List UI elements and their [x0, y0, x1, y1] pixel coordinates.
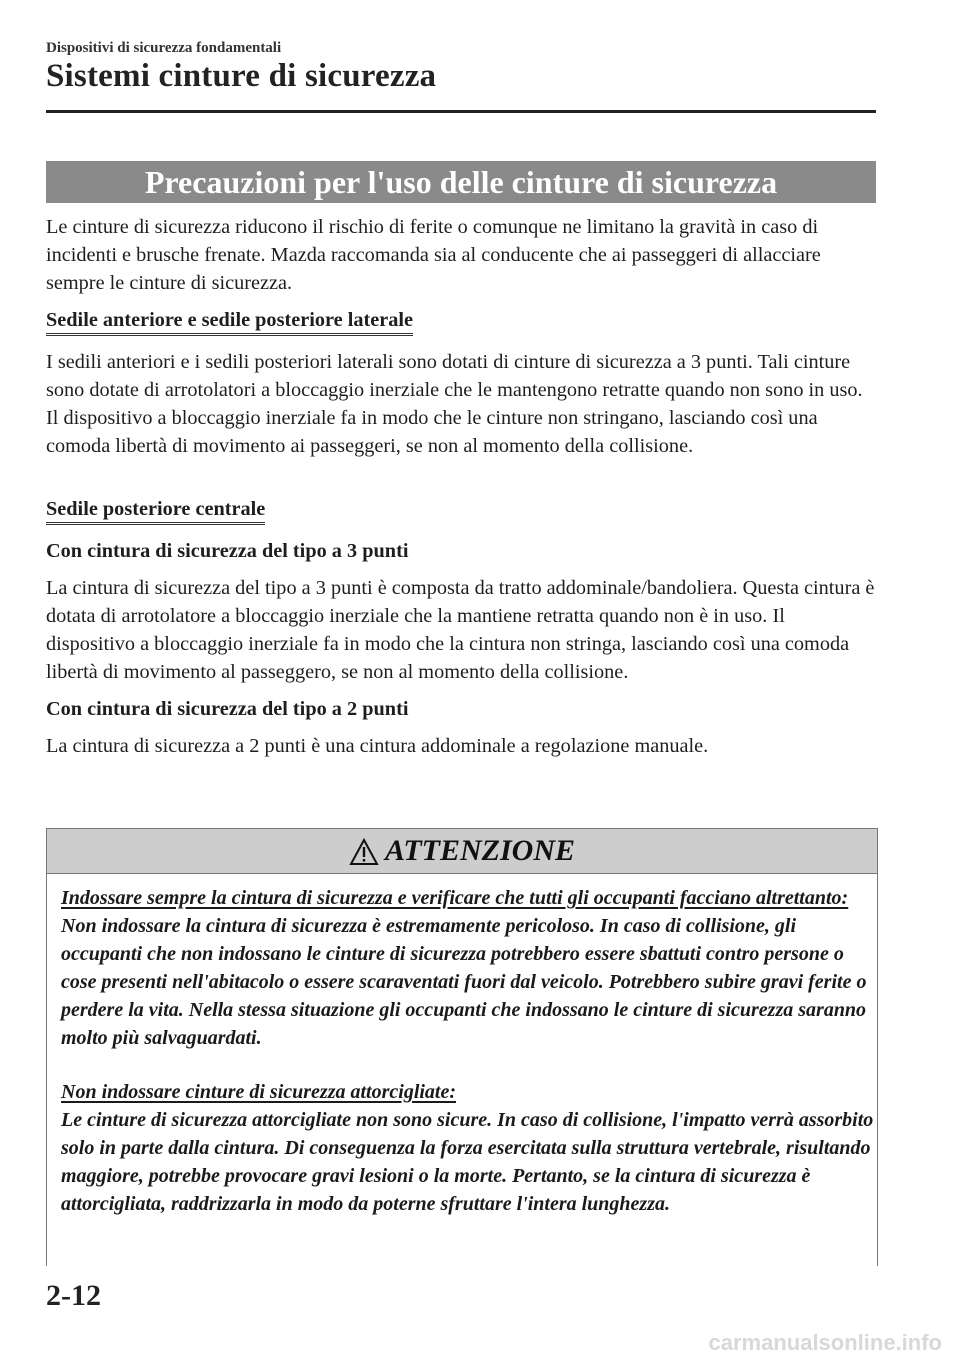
front-seat-heading: Sedile anteriore e sedile posteriore laterale — [46, 308, 413, 336]
warning-item2-heading: Non indossare cinture di sicurezza attorcigliate: — [61, 1081, 457, 1103]
two-point-paragraph: La cintura di sicurezza a 2 punti è una cintura addominale a regolazione manuale. — [46, 735, 709, 757]
warning-box — [46, 828, 878, 1266]
breadcrumb: Dispositivi di sicurezza fondamentali — [46, 40, 282, 56]
header-divider — [46, 110, 876, 113]
warning-item1-heading: Indossare sempre la cintura di sicurezza e verificare che tutti gli occupanti facciano altrettanto: — [61, 887, 849, 909]
page-number: 2-12 — [46, 1279, 101, 1312]
intro-paragraph: Le cinture di sicurezza riducono il rischio di ferite o comunque ne limitano la gravità in caso di incidenti e brusche frenate. Mazda raccomanda sia al conducente che ai passeggeri di allacciare sempre le cinture di sicurezza. — [46, 216, 821, 294]
watermark: carmanualsonline.info — [708, 1330, 942, 1355]
main-content — [46, 213, 876, 769]
warning-body — [47, 874, 877, 1218]
warning-item1-text: Non indossare la cintura di sicurezza è estremamente pericoloso. In caso di collisione, gli occupanti che non indossano le cinture di sicurezza potrebbero essere sbattuti contro persone o cose presenti nell'abitacolo o essere scaraventati fuori dal veicolo. Potrebbero subire gravi ferite o perdere la vita. Nella stessa situazione gli occupanti che indossano le cinture di sicurezza saranno molto più salvaguardati. — [61, 915, 867, 1049]
warning-header — [47, 829, 877, 874]
three-point-heading: Con cintura di sicurezza del tipo a 3 punti — [46, 540, 409, 562]
warning-item2-text: Le cinture di sicurezza attorcigliate non sono sicure. In caso di collisione, l'impatto verrà assorbito solo in parte dalla cintura. Di conseguenza la forza esercitata sulla struttura vertebrale, risultando maggiore, potrebbe provocare gravi lesioni o la morte. Pertanto, se la cintura di sicurezza è attorcigliata, raddrizzarla in modo da poterne sfruttare l'intera lunghezza. — [61, 1109, 874, 1215]
three-point-paragraph: La cintura di sicurezza del tipo a 3 punti è composta da tratto addominale/bandoliera. Questa cintura è dotata di arrotolatore a bloccaggio inerziale che la mantiene retratta quando non è in uso. Il dispositivo a bloccaggio inerziale fa in modo che la cintura non stringa, lasciando così una comoda libertà di movimento al passeggero, se non al momento della collisione. — [46, 577, 875, 683]
front-seat-paragraph: I sedili anteriori e i sedili posteriori laterali sono dotati di cinture di sicurezza a 3 punti. Tali cinture sono dotate di arrotolatori a bloccaggio inerziale che le mantengono retratte quando non sono in uso. Il dispositivo a bloccaggio inerziale fa in modo che le cinture non stringano, lasciando così una comoda libertà di movimento ai passeggeri, se non al momento della collisione. — [46, 351, 863, 457]
section-title-banner: Precauzioni per l'uso delle cinture di sicurezza — [46, 161, 876, 203]
chapter-title: Sistemi cinture di sicurezza — [46, 58, 437, 94]
two-point-heading: Con cintura di sicurezza del tipo a 2 punti — [46, 698, 409, 720]
warning-title: ATTENZIONE — [384, 834, 576, 867]
rear-center-heading: Sedile posteriore centrale — [46, 497, 265, 525]
warning-triangle-icon — [349, 838, 379, 866]
